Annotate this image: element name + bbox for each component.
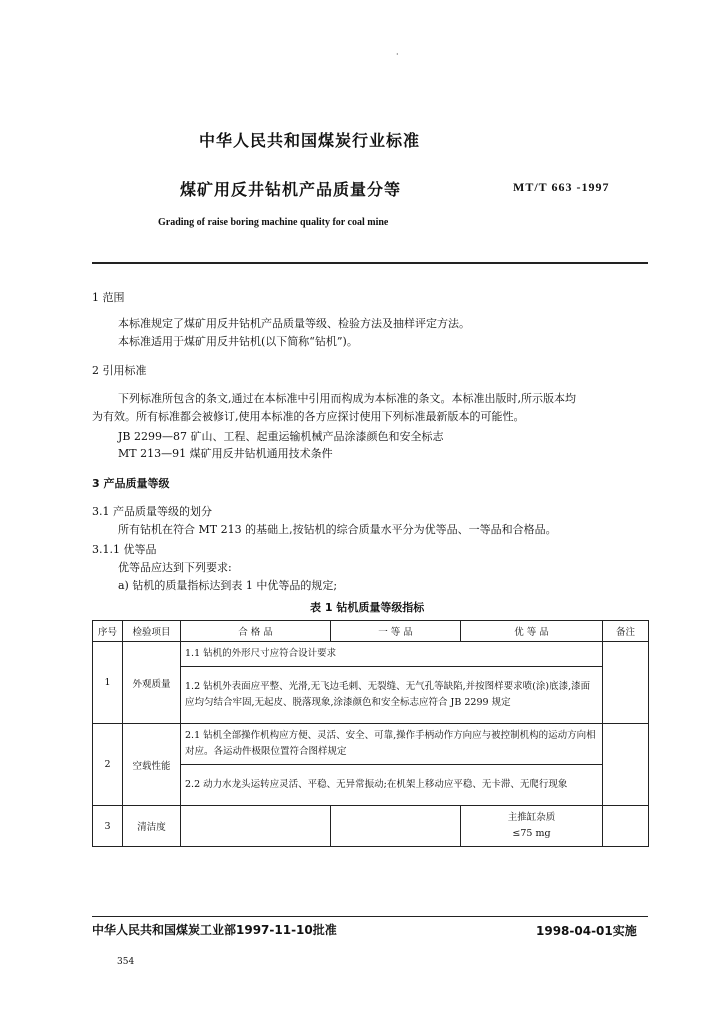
row-1-number: 1 xyxy=(93,642,123,724)
header-divider xyxy=(92,262,648,264)
column-header-remarks: 备注 xyxy=(603,621,649,642)
column-header-no: 序号 xyxy=(93,621,123,642)
approval-line: 中华人民共和国煤炭工业部1997-11-10批准 xyxy=(92,923,337,937)
standard-code: MT/T 663 -1997 xyxy=(513,180,610,194)
row-3-item: 清洁度 xyxy=(123,806,181,847)
row-3-qualified xyxy=(181,806,331,847)
table-header-row xyxy=(93,621,649,642)
section-1-heading: 1 范围 xyxy=(92,291,125,304)
reference-jb2299: JB 2299—87 矿山、工程、起重运输机械产品涂漆颜色和安全标志 xyxy=(118,430,444,443)
quality-grade-table xyxy=(92,620,649,847)
row-3-first-class xyxy=(331,806,461,847)
document-title: 煤矿用反井钻机产品质量分等 xyxy=(180,180,402,199)
column-header-first-class: 一 等 品 xyxy=(331,621,461,642)
section-2-heading: 2 引用标准 xyxy=(92,364,147,377)
row-3-number: 3 xyxy=(93,806,123,847)
issuing-organization: 中华人民共和国煤炭行业标准 xyxy=(199,131,421,150)
section-3-1-1-paragraph: 优等品应达到下列要求: xyxy=(118,561,232,574)
row-1-item: 外观质量 xyxy=(123,642,181,724)
table-row xyxy=(93,806,649,847)
section-1-paragraph-1: 本标准规定了煤矿用反井钻机产品质量等级、检验方法及抽样评定方法。 xyxy=(118,317,470,330)
section-2-paragraph-line-2: 为有效。所有标准都会被修订,使用本标准的各方应探讨使用下列标准最新版本的可能性。 xyxy=(92,410,525,423)
row-3-excellent-line-1: 主推缸杂质 xyxy=(507,812,556,823)
table-row xyxy=(93,642,649,667)
row-2-item: 空载性能 xyxy=(123,724,181,806)
row-1-remarks xyxy=(603,642,649,724)
row-3-excellent-line-2: ≤75 mg xyxy=(512,828,551,839)
column-header-excellent: 优 等 品 xyxy=(461,621,603,642)
table-caption: 表 1 钻机质量等级指标 xyxy=(310,601,425,614)
table-row xyxy=(93,724,649,765)
requirement-2-2: 2.2 动力水龙头运转应灵活、平稳、无异常振动;在机架上移动应平稳、无卡滞、无爬行现象 xyxy=(181,765,603,806)
english-title: Grading of raise boring machine quality for coal mine xyxy=(158,217,389,228)
section-3-1-1-heading: 3.1.1 优等品 xyxy=(92,543,157,556)
section-3-1-paragraph: 所有钻机在符合 MT 213 的基础上,按钻机的综合质量水平分为优等品、一等品和合格品。 xyxy=(118,523,557,536)
section-3-heading: 3 产品质量等级 xyxy=(92,477,170,490)
section-3-1-heading: 3.1 产品质量等级的划分 xyxy=(92,505,212,518)
row-2-remarks xyxy=(603,724,649,806)
section-1-paragraph-2: 本标准适用于煤矿用反井钻机(以下简称“钻机”)。 xyxy=(118,335,358,348)
reference-mt213: MT 213—91 煤矿用反井钻机通用技术条件 xyxy=(118,447,333,460)
requirement-1-1: 1.1 钻机的外形尺寸应符合设计要求 xyxy=(181,642,603,667)
requirement-1-2: 1.2 钻机外表面应平整、光滑,无飞边毛刺、无裂缝、无气孔等缺陷,并按图样要求喷(涂)底漆,漆面应均匀结合牢固,无起皮、脱落现象,涂漆颜色和安全标志应符合 JB 2299 规定 xyxy=(181,667,603,724)
page-number: 354 xyxy=(117,957,135,967)
column-header-item: 检验项目 xyxy=(123,621,181,642)
section-2-paragraph-line-1: 下列标准所包含的条文,通过在本标准中引用而构成为本标准的条文。本标准出版时,所示版本均 xyxy=(118,392,576,405)
implementation-date: 1998-04-01实施 xyxy=(536,924,637,938)
row-2-number: 2 xyxy=(93,724,123,806)
scan-speck: · xyxy=(396,50,399,59)
requirement-2-1: 2.1 钻机全部操作机构应方便、灵活、安全、可靠,操作手柄动作方向应与被控制机构的运动方向相对应。各运动件极限位置符合图样规定 xyxy=(181,724,603,765)
footer-divider xyxy=(92,916,648,917)
section-3-1-1-item-a: a) 钻机的质量指标达到表 1 中优等品的规定; xyxy=(118,579,338,592)
row-3-excellent xyxy=(461,806,603,847)
column-header-qualified: 合 格 品 xyxy=(181,621,331,642)
row-3-remarks xyxy=(603,806,649,847)
